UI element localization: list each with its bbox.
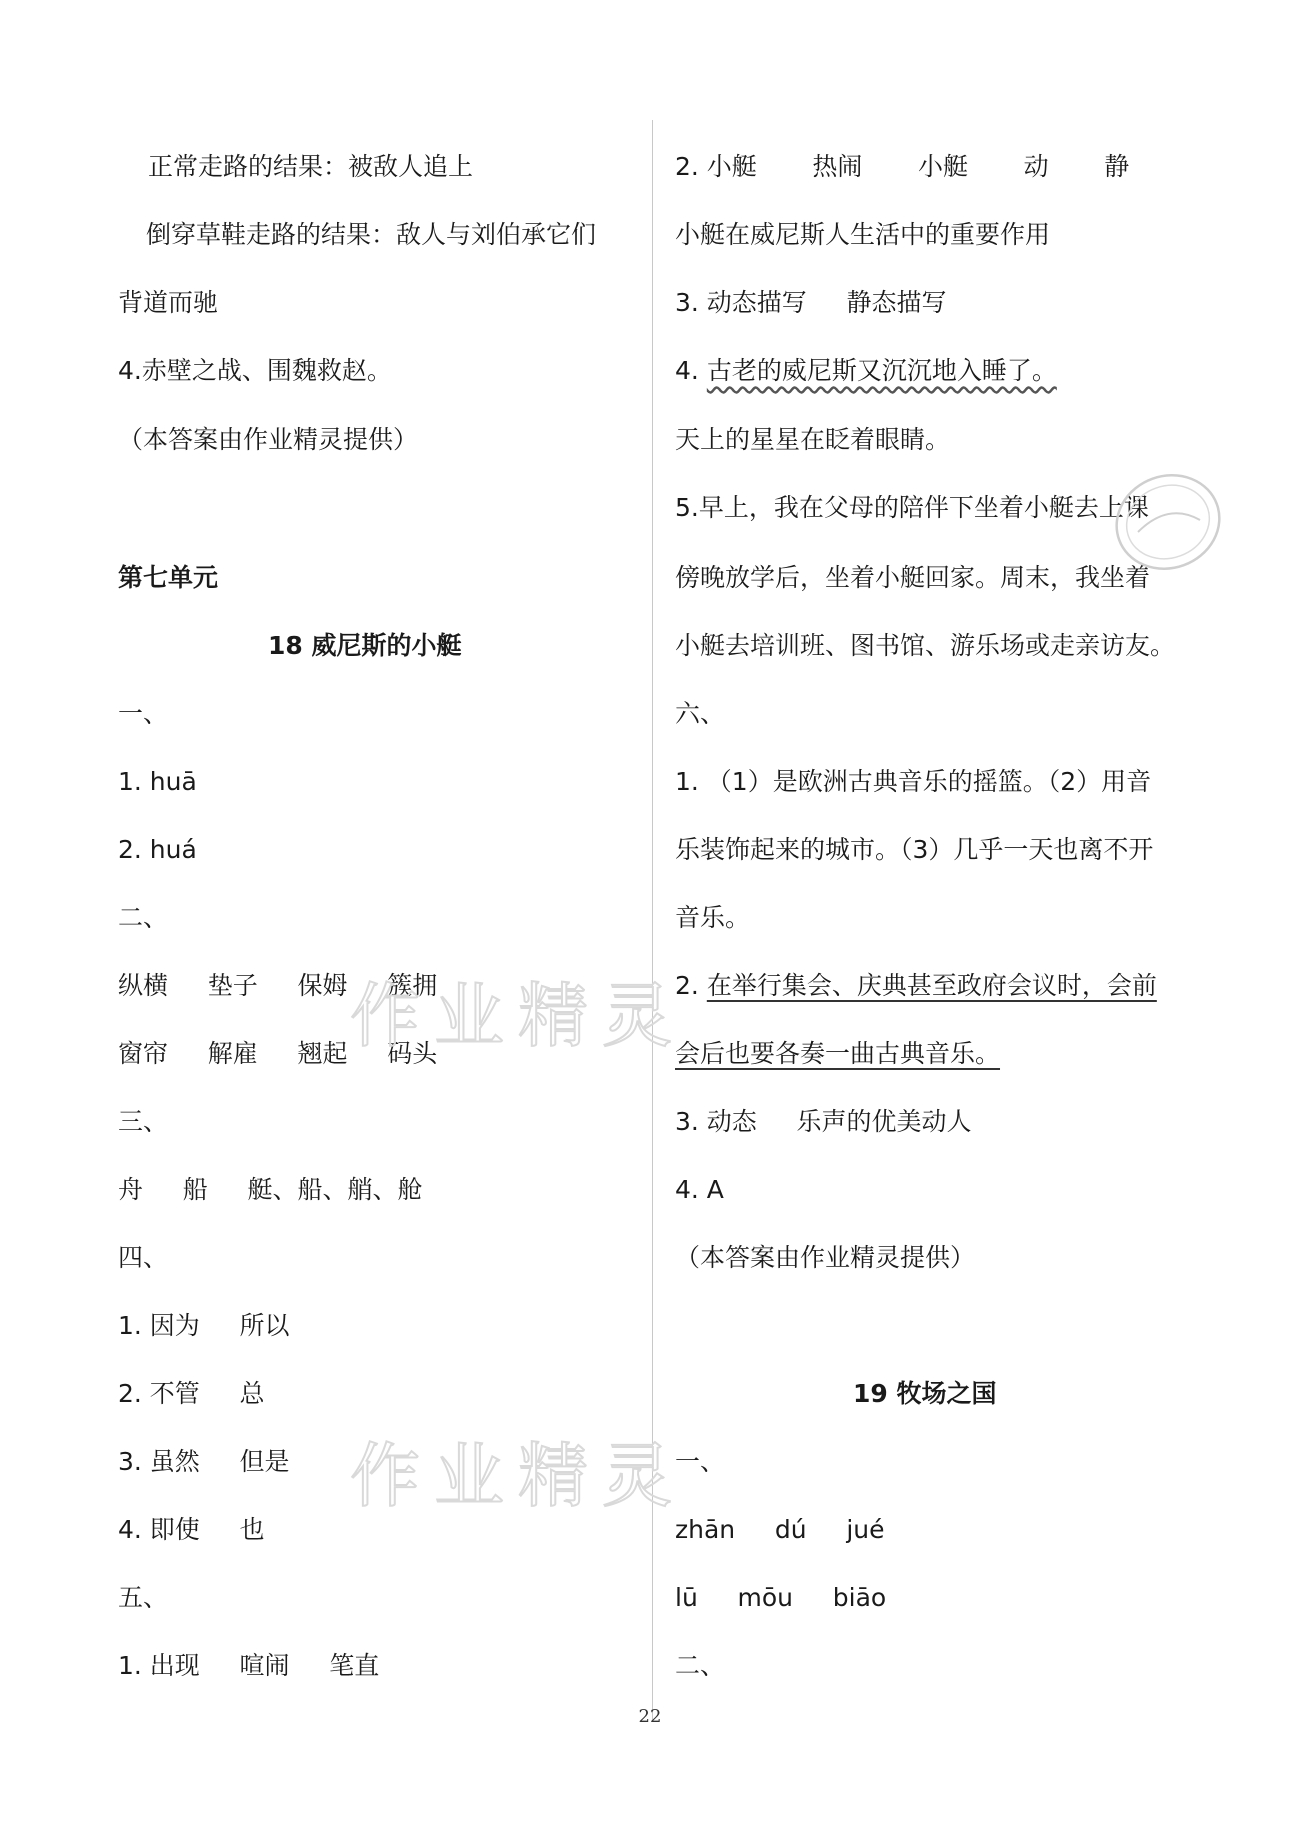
answer-line: 乐装饰起来的城市。（3）几乎一天也离不开	[675, 835, 1154, 864]
section-label: 二、	[675, 1651, 726, 1680]
section-label: 二、	[118, 903, 169, 932]
section-label: 四、	[118, 1243, 169, 1272]
pinyin-line: lū mōu biāo	[675, 1583, 887, 1612]
lesson-title: 18 威尼斯的小艇	[268, 631, 462, 660]
section-label: 六、	[675, 699, 726, 728]
section-label: 一、	[675, 1447, 726, 1476]
answer-line: 1. 因为 所以	[118, 1311, 290, 1340]
text-line: 4.赤壁之战、围魏救赵。	[118, 356, 392, 385]
answer-line: 2. huá	[118, 835, 197, 864]
answer-line: 5.早上，我在父母的陪伴下坐着小艇去上课	[675, 493, 1149, 522]
answer-line	[675, 969, 1157, 1003]
page-number: 22	[638, 1706, 662, 1727]
section-label: 一、	[118, 699, 169, 728]
answer-line: （本答案由作业精灵提供）	[675, 1243, 976, 1272]
answer-line: 4. 即使 也	[118, 1515, 265, 1544]
answer-line: 3. 虽然 但是	[118, 1447, 290, 1476]
answer-line: 天上的星星在眨着眼睛。	[675, 425, 951, 454]
answer-number: 2.	[675, 971, 707, 1000]
watermark: 作业精灵	[350, 975, 686, 1057]
answer-line: 傍晚放学后，坐着小艇回家。周末，我坐着	[675, 563, 1151, 592]
section-label: 五、	[118, 1583, 169, 1612]
underlined-answer: 会后也要各奏一曲古典音乐。	[675, 1039, 1001, 1068]
text-line: 正常走路的结果：被敌人追上	[148, 152, 474, 181]
text-line: 倒穿草鞋走路的结果：敌人与刘伯承它们	[146, 220, 597, 249]
watermark: 作业精灵	[350, 1435, 686, 1517]
section-label: 三、	[118, 1107, 169, 1136]
answer-line: 音乐。	[675, 903, 751, 932]
answer-line: 1. 出现 喧闹 笔直	[118, 1651, 380, 1680]
answer-line: 窗帘 解雇 翘起 码头	[118, 1039, 438, 1068]
answer-line: 1. （1）是欧洲古典音乐的摇篮。（2）用音	[675, 767, 1152, 796]
underlined-answer: 古老的威尼斯又沉沉地入睡了。	[706, 356, 1057, 385]
lesson-title: 19 牧场之国	[853, 1379, 997, 1408]
pinyin-line: zhān dú jué	[675, 1515, 885, 1544]
answer-line: 小艇去培训班、图书馆、游乐场或走亲访友。	[675, 631, 1176, 660]
answer-line: 1. huā	[118, 767, 197, 796]
answer-number: 4.	[675, 356, 707, 385]
answer-line: 4. A	[675, 1175, 724, 1204]
answer-line: 2. 不管 总	[118, 1379, 265, 1408]
answer-line: 2. 小艇 热闹 小艇 动 静	[675, 152, 1130, 181]
stamp-logo	[1108, 462, 1228, 582]
answer-line: 小艇在威尼斯人生活中的重要作用	[675, 220, 1051, 249]
text-line: 背道而驰	[118, 288, 219, 317]
answer-line: 舟 船 艇、船、艄、舱	[118, 1175, 423, 1204]
unit-heading: 第七单元	[118, 563, 219, 592]
underlined-answer: 在举行集会、庆典甚至政府会议时，会前	[706, 971, 1157, 1000]
answer-line: 3. 动态 乐声的优美动人	[675, 1107, 972, 1136]
answer-line: 纵横 垫子 保姆 簇拥	[118, 971, 438, 1000]
answer-line: 3. 动态描写 静态描写	[675, 288, 947, 317]
text-line: （本答案由作业精灵提供）	[118, 425, 419, 454]
answer-line	[675, 354, 1057, 388]
